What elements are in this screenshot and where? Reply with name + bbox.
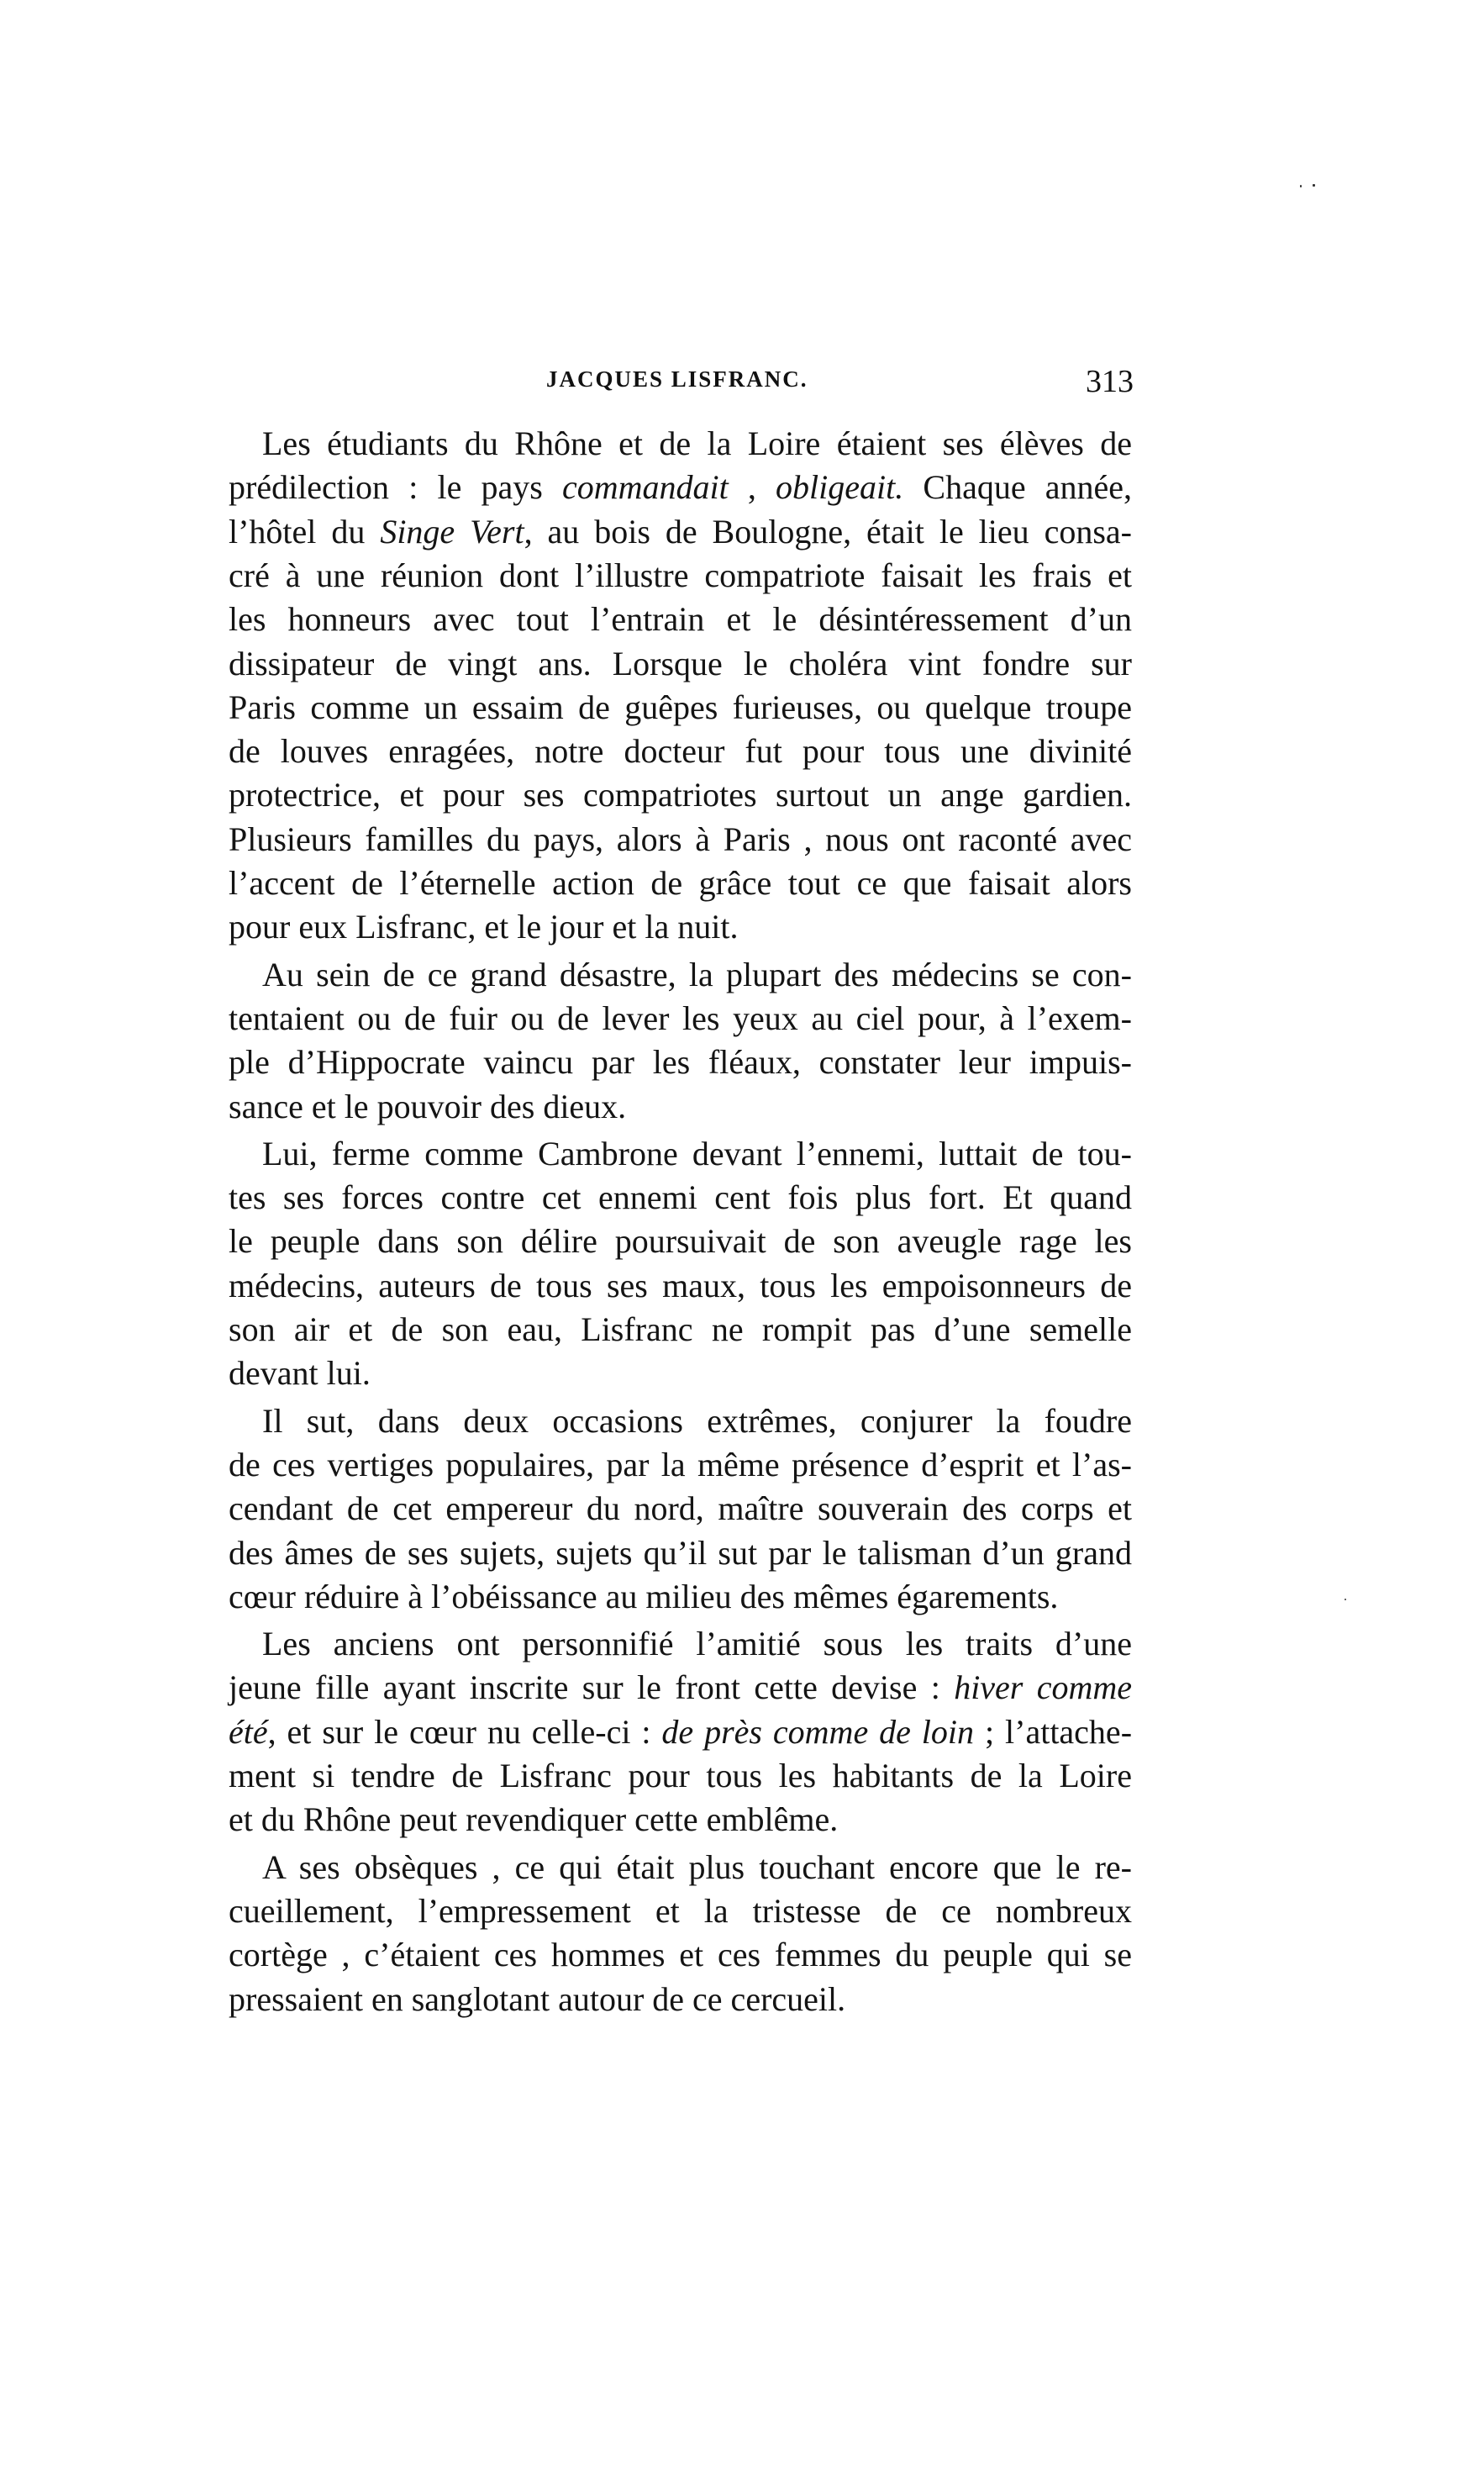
italic-text: commandait bbox=[561, 468, 729, 507]
text-line bbox=[229, 1891, 1132, 1931]
text-line bbox=[229, 424, 1132, 464]
text-segment: Les étudiants du Rhône et de la Loire étaient ses élèves de bbox=[262, 424, 1132, 462]
text-segment: pressaient en sanglotant autour de ce cercueil. bbox=[229, 1979, 846, 2018]
text-segment: cendant de cet empereur du nord, maître souverain des corps et bbox=[229, 1489, 1132, 1528]
text-line bbox=[229, 512, 1132, 552]
italic-text: obligeait. bbox=[776, 468, 904, 507]
text-segment: les honneurs avec tout l’entrain et le désintéressement d’un bbox=[229, 600, 1132, 639]
text-segment: sance et le pouvoir des dieux. bbox=[229, 1087, 627, 1125]
text-segment: prédilection : le pays bbox=[229, 468, 562, 507]
text-line bbox=[229, 1221, 1132, 1262]
scan-speck bbox=[1300, 185, 1302, 187]
italic-text: Singe Vert bbox=[380, 512, 524, 551]
text-line bbox=[229, 999, 1132, 1039]
text-segment: ; l’attache- bbox=[974, 1712, 1133, 1751]
text-segment: l’accent de l’éternelle action de grâce tout ce que faisait alors bbox=[229, 864, 1132, 902]
text-line bbox=[229, 1624, 1132, 1664]
text-segment: Lui, ferme comme Cambrone devant l’ennemi, luttait de tou- bbox=[262, 1134, 1132, 1172]
text-line bbox=[229, 1489, 1132, 1529]
text-line bbox=[229, 688, 1132, 728]
text-line bbox=[229, 1979, 1132, 2020]
text-line bbox=[229, 1533, 1132, 1573]
text-segment: , au bois de Boulogne, était le lieu consa- bbox=[524, 512, 1132, 551]
italic-text: de près comme de loin bbox=[661, 1712, 975, 1751]
text-segment: cœur réduire à l’obéissance au milieu des mêmes égarements. bbox=[229, 1577, 1059, 1615]
text-segment: le peuple dans son délire poursuivait de son aveugle rage les bbox=[229, 1222, 1132, 1261]
text-line bbox=[229, 1577, 1132, 1617]
text-segment: des âmes de ses sujets, sujets qu’il sut par le talisman d’un grand bbox=[229, 1533, 1132, 1572]
text-segment: A ses obsèques , ce qui était plus touchant encore que le re- bbox=[262, 1847, 1132, 1886]
text-segment: l’hôtel du bbox=[229, 512, 381, 551]
text-line bbox=[229, 1668, 1132, 1708]
text-segment: de ces vertiges populaires, par la même présence d’esprit et l’as- bbox=[229, 1445, 1132, 1483]
text-line bbox=[229, 907, 1132, 947]
text-line bbox=[229, 1266, 1132, 1306]
text-line bbox=[229, 1445, 1132, 1485]
text-segment: pour eux Lisfranc, et le jour et la nuit. bbox=[229, 908, 739, 946]
text-segment: cortège , c’étaient ces hommes et ces femmes du peuple qui se bbox=[229, 1936, 1132, 1974]
text-line bbox=[229, 1087, 1132, 1127]
text-segment: médecins, auteurs de tous ses maux, tous les empoisonneurs de bbox=[229, 1266, 1132, 1304]
text-line bbox=[229, 955, 1132, 995]
text-segment: Au sein de ce grand désastre, la plupart des médecins se con- bbox=[262, 955, 1132, 993]
text-segment: dissipateur de vingt ans. Lorsque le choléra vint fondre sur bbox=[229, 644, 1132, 682]
text-segment: tentaient ou de fuir ou de lever les yeux au ciel pour, à l’exem- bbox=[229, 999, 1132, 1037]
running-head bbox=[229, 363, 1134, 405]
text-line bbox=[229, 599, 1132, 640]
text-line bbox=[229, 556, 1132, 596]
scan-speck bbox=[1345, 1599, 1346, 1600]
text-segment: ple d’Hippocrate vaincu par les fléaux, constater leur impuis- bbox=[229, 1043, 1132, 1082]
text-segment: Plusieurs familles du pays, alors à Paris , nous ont raconté avec bbox=[229, 819, 1132, 858]
text-line bbox=[229, 731, 1132, 772]
text-line bbox=[229, 1712, 1132, 1752]
scan-speck bbox=[1313, 184, 1315, 187]
italic-text: hiver comme bbox=[954, 1668, 1133, 1707]
italic-text: été bbox=[229, 1712, 268, 1751]
text-segment: Chaque année, bbox=[903, 468, 1133, 507]
text-line bbox=[229, 1042, 1132, 1083]
text-segment: cueillement, l’empressement et la tristesse de ce nombreux bbox=[229, 1891, 1132, 1930]
text-line bbox=[229, 1178, 1132, 1218]
running-title: JACQUES LISFRANC. bbox=[546, 366, 808, 392]
text-line bbox=[229, 775, 1132, 815]
text-segment: Il sut, dans deux occasions extrêmes, conjurer la foudre bbox=[262, 1401, 1132, 1440]
text-line bbox=[229, 819, 1132, 860]
text-line bbox=[229, 1847, 1132, 1888]
text-segment: , et sur le cœur nu celle-ci : bbox=[267, 1712, 662, 1751]
text-segment: de louves enragées, notre docteur fut pour tous une divinité bbox=[229, 732, 1132, 771]
text-segment: devant lui. bbox=[229, 1354, 371, 1393]
text-segment: son air et de son eau, Lisfranc ne rompit pas d’une semelle bbox=[229, 1310, 1132, 1348]
text-segment: cré à une réunion dont l’illustre compatriote faisait les frais et bbox=[229, 556, 1132, 594]
text-line bbox=[229, 1799, 1132, 1840]
text-line bbox=[229, 1756, 1132, 1796]
text-line bbox=[229, 1309, 1132, 1350]
text-line bbox=[229, 1353, 1132, 1394]
text-segment: tes ses forces contre cet ennemi cent fois plus fort. Et quand bbox=[229, 1178, 1132, 1217]
text-line bbox=[229, 1935, 1132, 1975]
text-segment: ment si tendre de Lisfranc pour tous les habitants de la Loire bbox=[229, 1757, 1132, 1794]
text-line bbox=[229, 863, 1132, 904]
text-segment: Les anciens ont personnifié l’amitié sous les traits d’une bbox=[262, 1625, 1132, 1663]
text-line bbox=[229, 467, 1132, 508]
text-line bbox=[229, 1401, 1132, 1441]
text-segment: et du Rhône peut revendiquer cette emblême. bbox=[229, 1800, 839, 1839]
page-number: 313 bbox=[1086, 364, 1134, 399]
text-line bbox=[229, 644, 1132, 684]
text-segment: , bbox=[728, 468, 776, 507]
text-segment: protectrice, et pour ses compatriotes surtout un ange gardien. bbox=[229, 776, 1132, 814]
text-line bbox=[229, 1134, 1132, 1174]
text-segment: Paris comme un essaim de guêpes furieuses, ou quelque troupe bbox=[229, 688, 1132, 726]
text-segment: jeune fille ayant inscrite sur le front cette devise : bbox=[229, 1668, 955, 1707]
